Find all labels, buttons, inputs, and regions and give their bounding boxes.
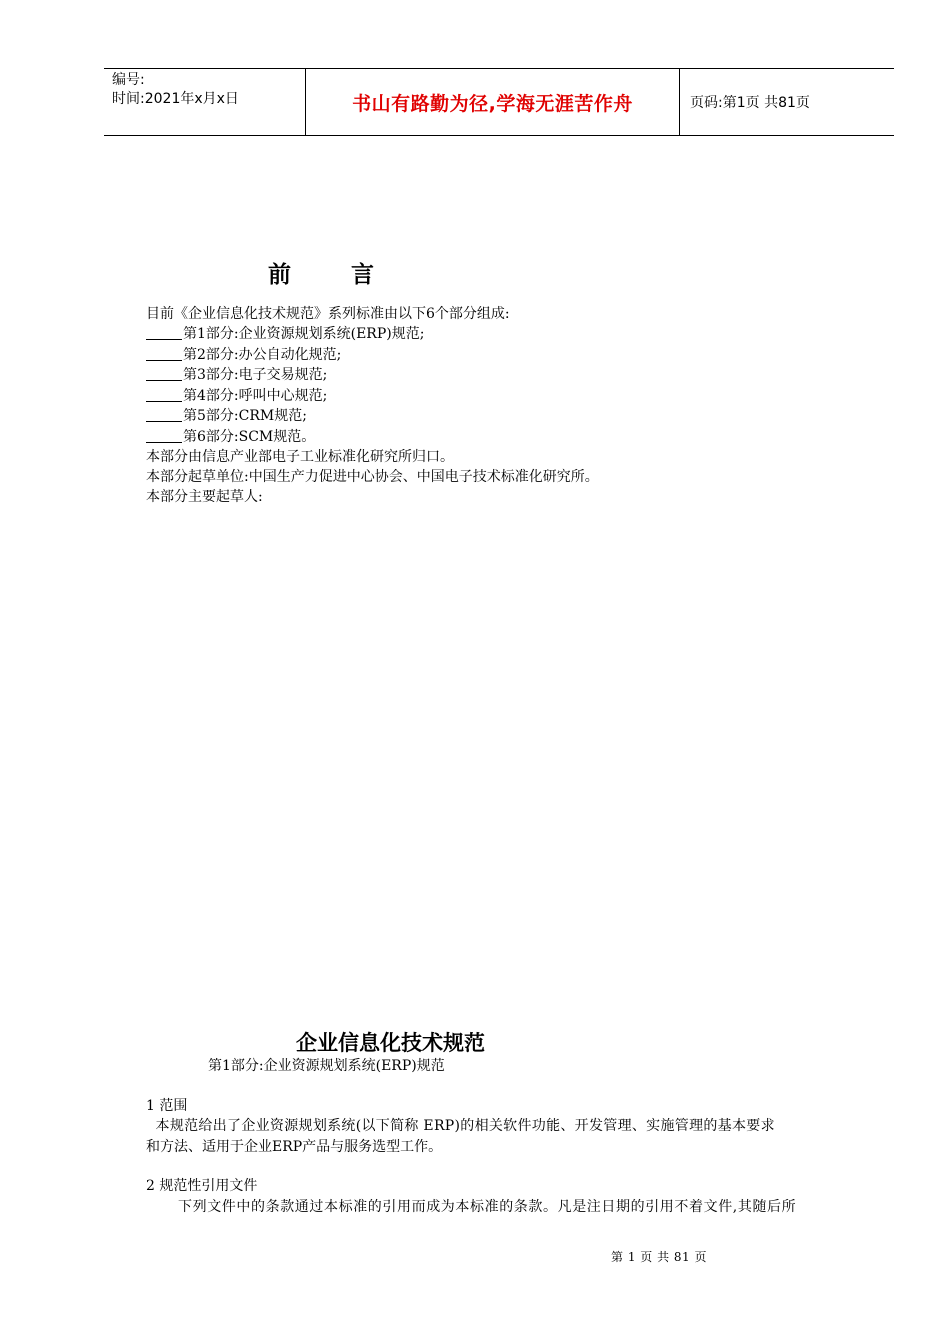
header-page-info: 页码:第1页 共81页 <box>690 95 810 111</box>
blank-line <box>146 366 182 381</box>
blank-line <box>146 407 182 422</box>
preface-intro: 目前《企业信息化技术规范》系列标准由以下6个部分组成: <box>146 306 510 322</box>
section2-line1: 下列文件中的条款通过本标准的引用而成为本标准的条款。凡是注日期的引用不着文件,其随后所 <box>178 1199 797 1215</box>
preface-title: 前言 <box>268 262 434 288</box>
preface-part-3: 第3部分:电子交易规范; <box>146 365 327 385</box>
preface-part-5: 第5部分:CRM规范; <box>146 406 307 426</box>
blank-line <box>146 428 182 443</box>
blank-line <box>146 346 182 361</box>
preface-part-2: 第2部分:办公自动化规范; <box>146 345 341 365</box>
number-label: 编号: <box>112 72 145 88</box>
blank-line <box>146 325 182 340</box>
spec-subtitle: 第1部分:企业资源规划系统(ERP)规范 <box>208 1058 445 1074</box>
section1-line2: 和方法、适用于企业ERP产品与服务选型工作。 <box>146 1139 443 1155</box>
section2-heading: 2 规范性引用文件 <box>146 1178 258 1194</box>
spec-title: 企业信息化技术规范 <box>296 1031 485 1055</box>
preface-note-2: 本部分起草单位:中国生产力促进中心协会、中国电子技术标准化研究所。 <box>146 469 599 485</box>
preface-part-4: 第4部分:呼叫中心规范; <box>146 386 327 406</box>
preface-note-3: 本部分主要起草人: <box>146 489 263 505</box>
preface-part-1: 第1部分:企业资源规划系统(ERP)规范; <box>146 324 424 344</box>
preface-part-6: 第6部分:SCM规范。 <box>146 427 315 447</box>
page-footer: 第 1 页 共 81 页 <box>611 1250 707 1264</box>
blank-line <box>146 387 182 402</box>
preface-note-1: 本部分由信息产业部电子工业标准化研究所归口。 <box>146 449 454 465</box>
header-table <box>104 68 894 136</box>
section1-heading: 1 范围 <box>146 1098 188 1114</box>
section1-line1: 本规范给出了企业资源规划系统(以下简称 ERP)的相关软件功能、开发管理、实施管理的基本要求 <box>155 1118 775 1134</box>
header-motto: 书山有路勤为径,学海无涯苦作舟 <box>306 69 680 135</box>
time-label: 时间:2021年x月x日 <box>112 91 239 107</box>
header-left-cell <box>104 69 306 135</box>
